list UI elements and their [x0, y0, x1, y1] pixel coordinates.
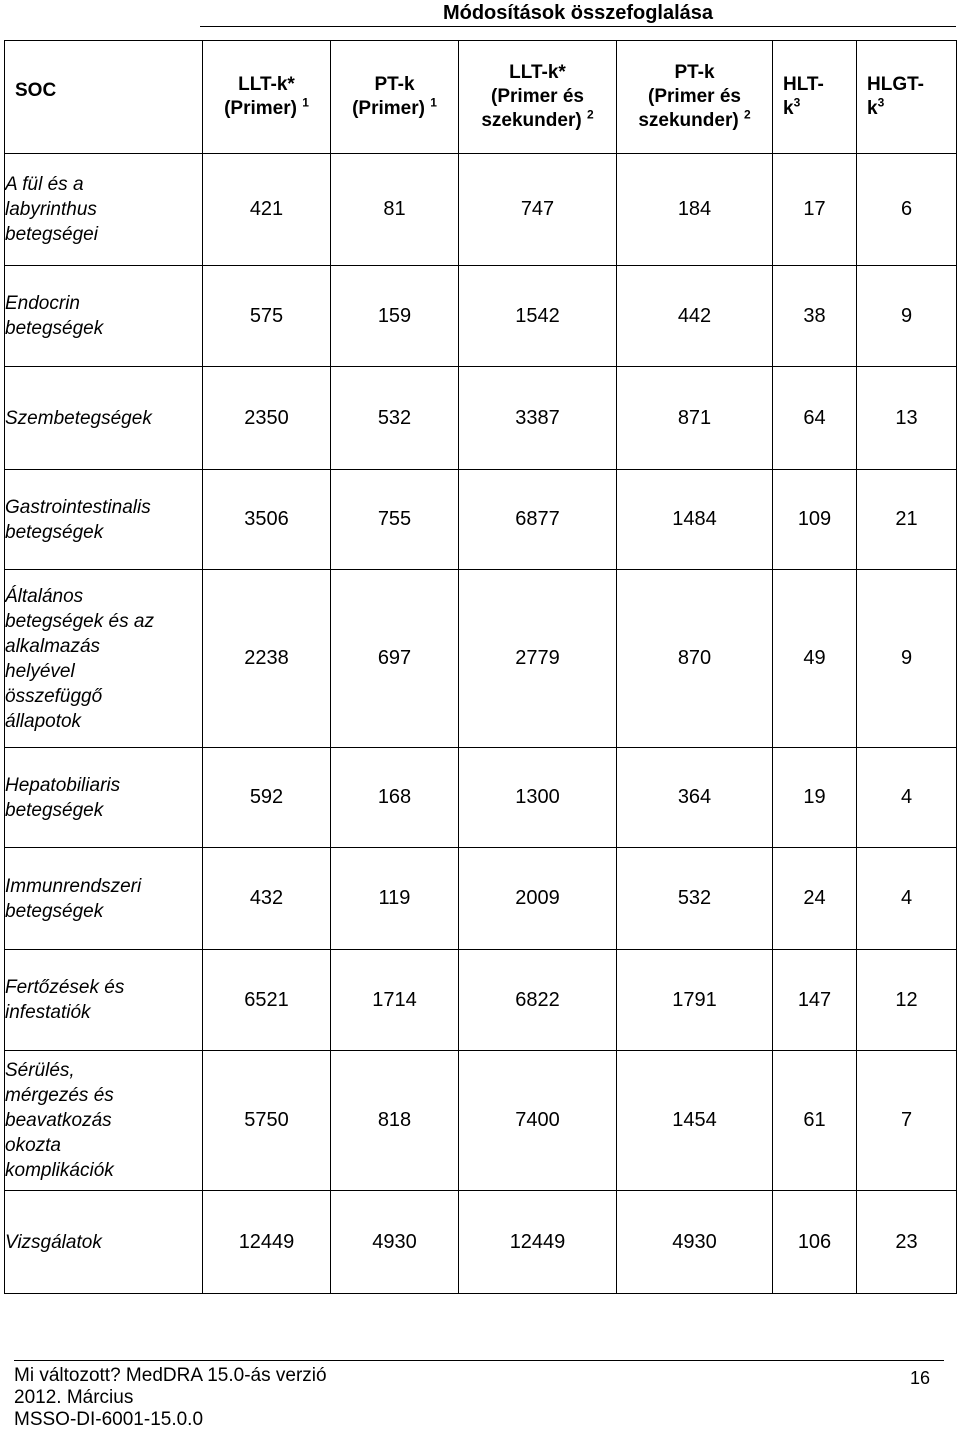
- value-cell: 81: [331, 154, 459, 266]
- value-cell: 5750: [203, 1051, 331, 1191]
- soc-cell: [5, 570, 203, 748]
- value-cell: 7400: [459, 1051, 617, 1191]
- soc-line: alkalmazás: [5, 635, 101, 657]
- value-cell: 12449: [459, 1191, 617, 1294]
- value-cell: 23: [857, 1191, 957, 1294]
- value-cell: 532: [617, 848, 773, 950]
- value-cell: 1300: [459, 748, 617, 848]
- summary-table: [4, 40, 957, 1294]
- value-cell: 818: [331, 1051, 459, 1191]
- value-cell: 119: [331, 848, 459, 950]
- value-cell: 7: [857, 1051, 957, 1191]
- value-cell: 697: [331, 570, 459, 748]
- value-cell: 1454: [617, 1051, 773, 1191]
- header-llt-primer: LLT-k* (Primer) $^1$: [203, 41, 331, 154]
- soc-line: betegségei: [5, 224, 98, 245]
- soc-line: Fertőzések és: [5, 977, 125, 998]
- value-cell: 184: [617, 154, 773, 266]
- soc-line: labyrinthus: [5, 199, 97, 220]
- soc-line: betegségek: [5, 318, 104, 339]
- value-cell: 147: [773, 950, 857, 1051]
- soc-line: betegségek: [5, 900, 104, 922]
- table-row: [5, 950, 957, 1051]
- table-row: [5, 1051, 957, 1191]
- value-cell: 4: [857, 848, 957, 950]
- header-pt-primer: PT-k (Primer) $^1$: [331, 41, 459, 154]
- value-cell: 4: [857, 748, 957, 848]
- value-cell: 12: [857, 950, 957, 1051]
- value-cell: 6: [857, 154, 957, 266]
- value-cell: 21: [857, 470, 957, 570]
- footer-doc-title: Mi változott? MedDRA 15.0-ás verzió: [14, 1365, 327, 1386]
- header-hlgt: HLGT- $k^3$: [857, 41, 957, 154]
- header-soc: SOC: [5, 41, 203, 154]
- value-cell: 755: [331, 470, 459, 570]
- soc-cell: [5, 367, 203, 470]
- value-cell: 9: [857, 570, 957, 748]
- soc-line: Vizsgálatok: [5, 1231, 102, 1253]
- soc-line: betegségek: [5, 799, 104, 821]
- value-cell: 575: [203, 266, 331, 367]
- soc-line: betegségek és az: [5, 610, 154, 632]
- soc-line: Szembetegségek: [5, 407, 152, 429]
- header-llt-primer-secondary: LLT-k* (Primer és szekunder) $^2$: [459, 41, 617, 154]
- footer-doc-id: MSSO-DI-6001-15.0.0: [14, 1409, 204, 1430]
- soc-cell: [5, 1191, 203, 1294]
- value-cell: 1714: [331, 950, 459, 1051]
- header-row: [5, 41, 957, 154]
- value-cell: 364: [617, 748, 773, 848]
- header-pt-primer-secondary: PT-k (Primer és szekunder) $^2$: [617, 41, 773, 154]
- value-cell: 106: [773, 1191, 857, 1294]
- value-cell: 49: [773, 570, 857, 748]
- value-cell: 61: [773, 1051, 857, 1191]
- soc-cell: [5, 1051, 203, 1191]
- value-cell: 1542: [459, 266, 617, 367]
- soc-line: mérgezés és: [5, 1085, 114, 1106]
- soc-cell: [5, 470, 203, 570]
- header-hlt: HLT- $k^3$: [773, 41, 857, 154]
- soc-line: A fül és a: [5, 174, 84, 195]
- soc-line: összefüggő: [5, 685, 103, 707]
- value-cell: 3506: [203, 470, 331, 570]
- value-cell: 2009: [459, 848, 617, 950]
- table-row: [5, 748, 957, 848]
- value-cell: 24: [773, 848, 857, 950]
- value-cell: 168: [331, 748, 459, 848]
- table-row: [5, 154, 957, 266]
- soc-line: beavatkozás: [5, 1110, 112, 1131]
- value-cell: 747: [459, 154, 617, 266]
- value-cell: 442: [617, 266, 773, 367]
- value-cell: 2238: [203, 570, 331, 748]
- soc-cell: [5, 266, 203, 367]
- value-cell: 6521: [203, 950, 331, 1051]
- value-cell: 421: [203, 154, 331, 266]
- value-cell: 19: [773, 748, 857, 848]
- value-cell: 64: [773, 367, 857, 470]
- value-cell: 6822: [459, 950, 617, 1051]
- value-cell: 2350: [203, 367, 331, 470]
- table-row: [5, 367, 957, 470]
- table-row: [5, 570, 957, 748]
- value-cell: 6877: [459, 470, 617, 570]
- soc-line: Általános: [5, 585, 84, 607]
- value-cell: 1484: [617, 470, 773, 570]
- soc-cell: [5, 950, 203, 1051]
- value-cell: 159: [331, 266, 459, 367]
- value-cell: 432: [203, 848, 331, 950]
- soc-line: Hepatobiliaris: [5, 774, 121, 796]
- soc-line: okozta: [5, 1135, 61, 1156]
- value-cell: 2779: [459, 570, 617, 748]
- soc-cell: [5, 848, 203, 950]
- table-row: [5, 1191, 957, 1294]
- table-row: [5, 848, 957, 950]
- value-cell: 38: [773, 266, 857, 367]
- soc-line: Immunrendszeri: [5, 875, 142, 897]
- page-footer: [14, 1360, 944, 1431]
- value-cell: 1791: [617, 950, 773, 1051]
- soc-line: helyével: [5, 660, 75, 682]
- soc-line: állapotok: [5, 710, 82, 732]
- soc-cell: [5, 748, 203, 848]
- value-cell: 592: [203, 748, 331, 848]
- soc-line: betegségek: [5, 521, 104, 543]
- soc-line: infestatiók: [5, 1002, 91, 1023]
- soc-line: komplikációk: [5, 1160, 114, 1181]
- soc-line: Endocrin: [5, 293, 80, 314]
- value-cell: 3387: [459, 367, 617, 470]
- table-row: [5, 266, 957, 367]
- value-cell: 870: [617, 570, 773, 748]
- value-cell: 12449: [203, 1191, 331, 1294]
- footer-date: 2012. Március: [14, 1387, 134, 1408]
- soc-line: Sérülés,: [5, 1060, 75, 1081]
- value-cell: 4930: [331, 1191, 459, 1294]
- value-cell: 9: [857, 266, 957, 367]
- table-row: [5, 470, 957, 570]
- value-cell: 871: [617, 367, 773, 470]
- value-cell: 17: [773, 154, 857, 266]
- page-number: 16: [909, 1368, 930, 1388]
- value-cell: 532: [331, 367, 459, 470]
- soc-line: Gastrointestinalis: [5, 496, 151, 518]
- page-title: Módosítások összefoglalása: [200, 0, 956, 27]
- value-cell: 4930: [617, 1191, 773, 1294]
- value-cell: 13: [857, 367, 957, 470]
- soc-cell: [5, 154, 203, 266]
- value-cell: 109: [773, 470, 857, 570]
